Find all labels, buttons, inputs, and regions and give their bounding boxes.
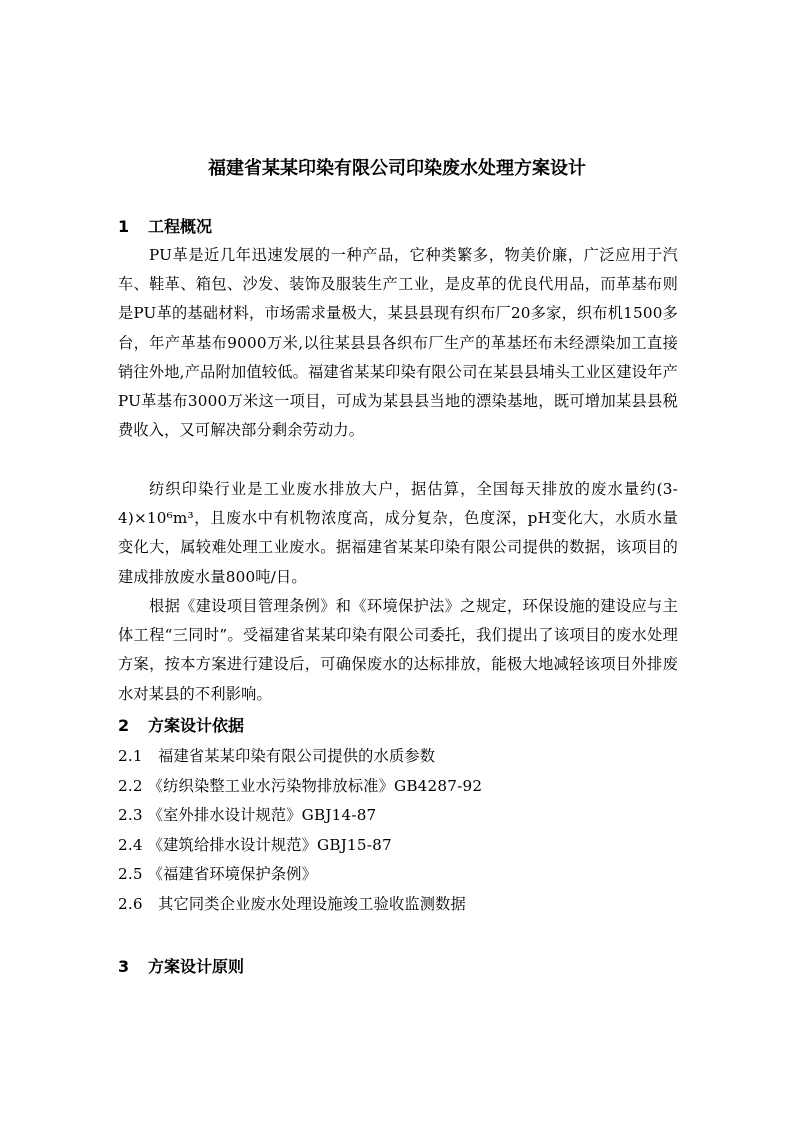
section-3-title: 方案设计原则 xyxy=(148,957,245,976)
section-1-title: 工程概况 xyxy=(148,217,213,236)
design-basis-list xyxy=(118,742,678,920)
section-1-heading xyxy=(118,216,212,238)
section-2-title: 方案设计依据 xyxy=(148,716,245,735)
section-3-heading xyxy=(118,956,244,978)
list-item: 2.1 福建省某某印染有限公司提供的水质参数 xyxy=(118,747,436,765)
paragraph-project-overview: PU革是近几年迅速发展的一种产品，它种类繁多，物美价廉，广泛应用于汽车、鞋革、箱包、沙发、装饰及服装生产工业，是皮革的优良代用品，而革基布则是PU革的基础材料，市场需求量极大，某县县现有织布厂20多家，织布机1500多台，年产革基布9000万米,以往某县县各织布厂生产的革基坯布未经漂染加工直接销往外地,产品附加值较低。福建省某某印染有限公司在某县县埔头工业区建设年产PU革基布3000万米这一项目，可成为某县县当地的漂染基地，既可增加某县县税费收入，又可解决部分剩余劳动力。 xyxy=(118,246,678,440)
paragraph-wastewater-industry: 纺织印染行业是工业废水排放大户，据估算，全国每天排放的废水量约(3-4)×10⁶m³，且废水中有机物浓度高，成分复杂，色度深，pH变化大，水质水量变化大，属较难处理工业废水。据福建省某某印染有限公司提供的数据，该项目的建成排放废水量800吨/日。 xyxy=(118,480,678,586)
section-2-number: 2 xyxy=(118,716,130,735)
list-item: 2.5 《福建省环境保护条例》 xyxy=(118,865,318,884)
list-item: 2.4 《建筑给排水设计规范》GBJ15-87 xyxy=(118,835,392,854)
section-3-number: 3 xyxy=(118,957,130,976)
document-title: 福建省某某印染有限公司印染废水处理方案设计 xyxy=(208,158,586,179)
paragraph-regulations: 根据《建设项目管理条例》和《环境保护法》之规定，环保设施的建设应与主体工程“三同时”。受福建省某某印染有限公司委托，我们提出了该项目的废水处理方案，按本方案进行建设后，可确保废水的达标排放，能极大地减轻该项目外排废水对某县的不利影响。 xyxy=(118,597,678,703)
list-item: 2.6 其它同类企业废水处理设施竣工验收监测数据 xyxy=(118,894,466,913)
section-2-heading xyxy=(118,715,244,737)
list-item: 2.2 《纺织染整工业水污染物排放标准》GB4287-92 xyxy=(118,776,483,795)
list-item: 2.3 《室外排水设计规范》GBJ14-87 xyxy=(118,806,377,825)
section-1-number: 1 xyxy=(118,217,130,236)
